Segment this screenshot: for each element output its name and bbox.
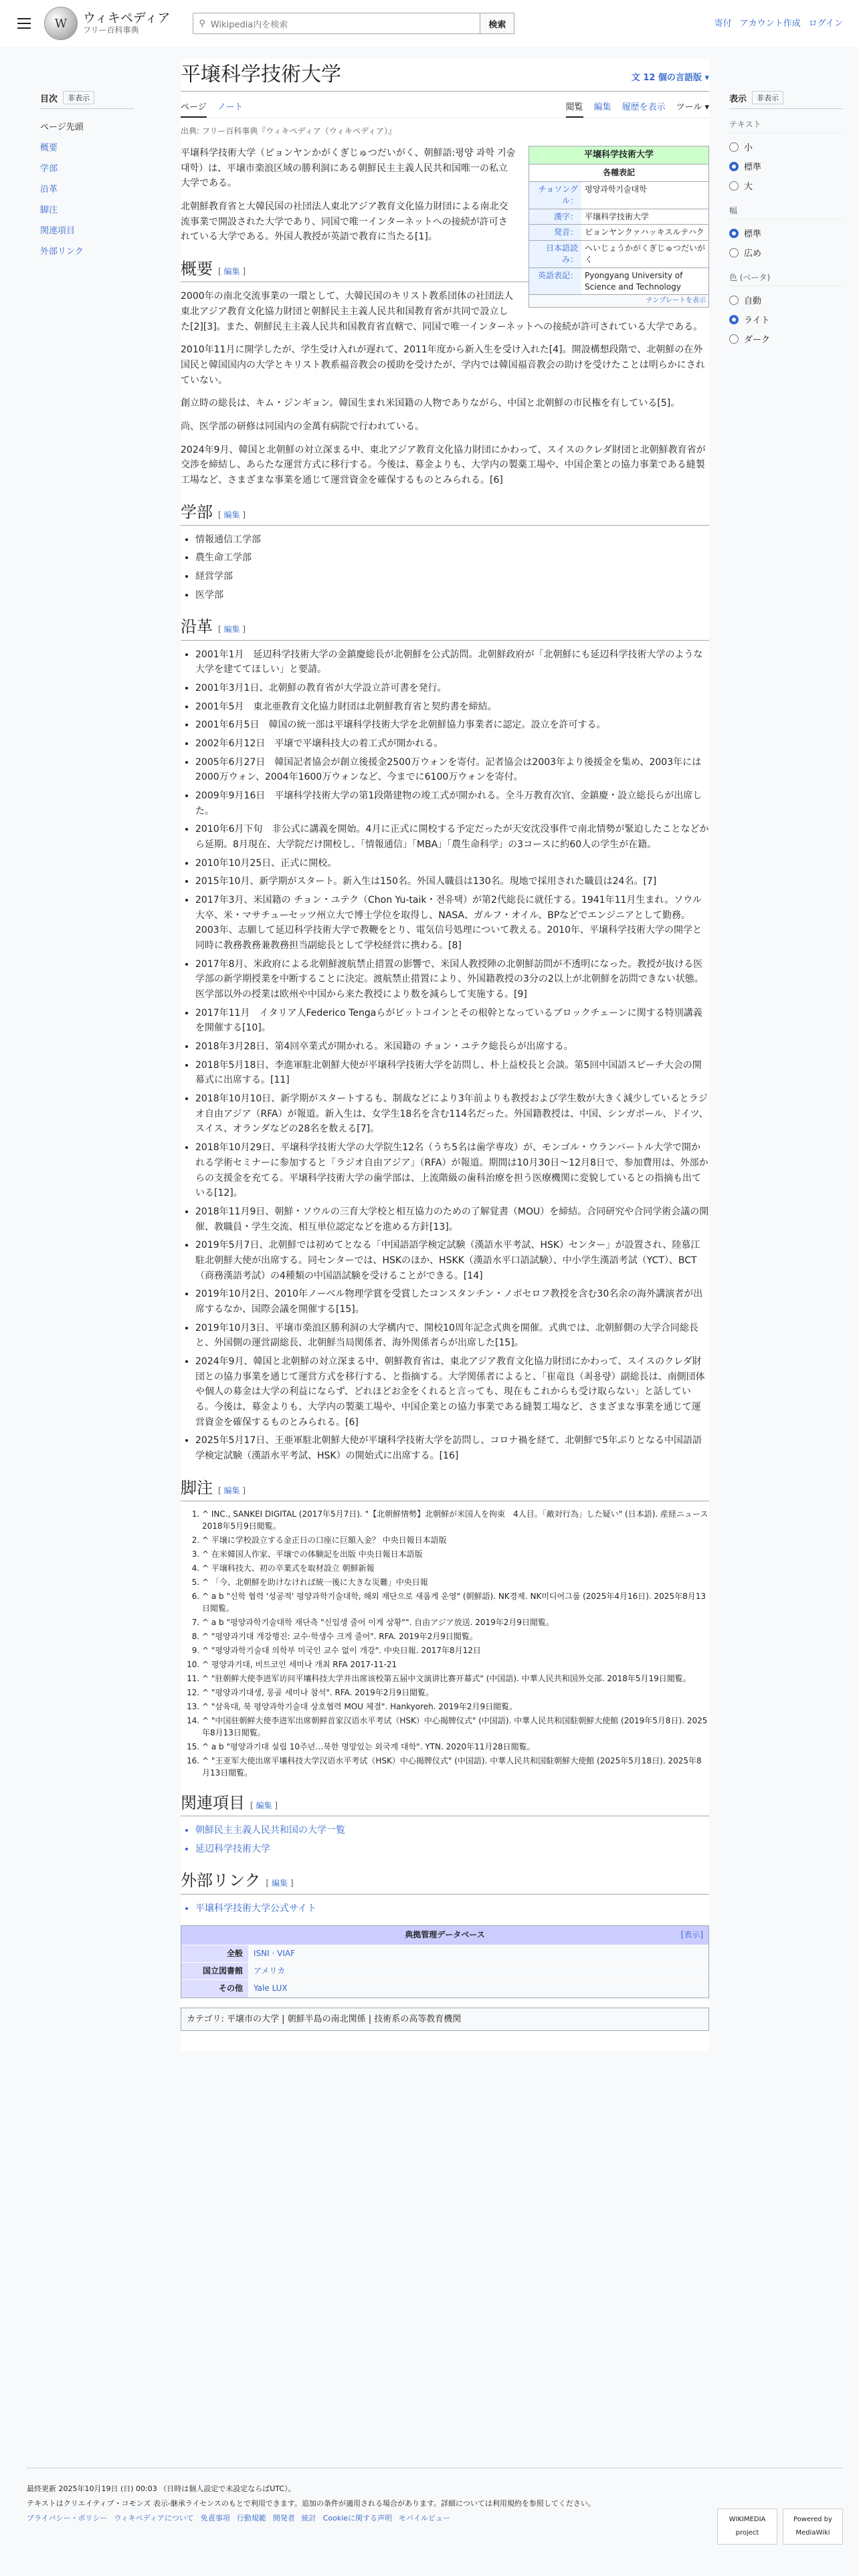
- infobox-row: 漢字： 平壌科学技術大学: [529, 209, 708, 225]
- list-item: • 2001年1月 延辺科学技術大学の金鎮慶総長が北朝鮮を公式訪問。北朝鮮政府が「北朝鮮にも延辺科学技術大学のような大学を建ててほしい」と要請。: [195, 647, 709, 677]
- list-item: • 2018年11月9日、朝鮮・ソウルの三育大学校と相互協力のための了解覚書（MOU）を締結。合同研究や合同学術会議の開催、教職員・学生交流、相互単位認定などを進める方針[13]。: [195, 1204, 709, 1235]
- list-item: • 2010年6月下旬 非公式に講義を開始。4月に正式に開校する予定だったが天安沈没事件で南北情勢が緊迫したことなどから延期。8月現在、大学院だけ開校し、「情報通信」「MBA」「農生命科学」の3コースに約60人の学生が在籍。: [195, 822, 709, 852]
- toc-sidebar: [40, 91, 134, 261]
- color-label: 色 (ベータ): [729, 272, 843, 286]
- paragraph: 2024年9月、韓国と北朝鮮の対立深まる中、東北アジア教育文化協力財団にかわって、スイスのクレダ財団と北朝鮮教育省が交渉を締結し、あらたな運営方式に移行する。今後は、募金よりも、大学内の製薬工場や、中国企業との協力事業である縫製工場など、さまざまな事業を通じて運営資金を確保するものとみられる。[6]: [181, 444, 706, 486]
- tab-history[interactable]: 履歴を表示: [622, 102, 666, 112]
- reference-item[interactable]: 16. ^ "王亚军大使出席平壤科技大学汉语水平考试（HSK）中心揭牌仪式" (中国語). 中華人民共和国駐朝鮮大使館 (2025年5月18日). 2025年8月13日閲覧。: [202, 1755, 709, 1779]
- login-link[interactable]: ログイン: [808, 19, 843, 29]
- toc-item[interactable]: 学部: [40, 164, 58, 174]
- toc-title: 目次: [40, 94, 58, 104]
- wikipedia-globe-icon: W: [44, 7, 78, 40]
- reference-item[interactable]: 12. ^ "평양과기대생, 몽골 세미나 참석". RFA. 2019年2月9日閲覧。: [202, 1687, 709, 1699]
- color-auto-option[interactable]: 自動: [729, 290, 843, 310]
- edit-link[interactable]: 編集: [272, 1879, 288, 1889]
- section-heading: 関連項目 [ 編集 ]: [181, 1794, 709, 1816]
- search-input[interactable]: ⚲ Wikipedia内を検索: [193, 13, 480, 34]
- site-title: ウィキペディア: [83, 11, 171, 26]
- reference-item[interactable]: 5. ^ 「今、北朝鮮を助けなければ統一後に大きな災難」中央日報: [202, 1576, 709, 1588]
- list-item: • 経営学部: [195, 569, 709, 584]
- list-item: • 2019年10月2日、2010年ノーベル物理学賞を受賞したコンスタンチン・ノボセロフ教授を含む30名余の海外講演者が出席するなか、国際会議を開催する[15]。: [195, 1287, 709, 1317]
- list-item: • 2001年6月5日 韓国の統一部は平壌科学技術大学を北朝鮮協力事業者に認定。設立を許可する。: [195, 718, 709, 733]
- toc-item[interactable]: 関連項目: [40, 226, 76, 236]
- list-item: • 2018年10月10日、新学期がスタートするも、制裁などにより3年前よりも教授および学生数が大きく減少しているとラジオ自由アジア（RFA）が報道。新入生は、女学生18名を含む114名だった。外国籍教授は、中国、シンガポール、ドイツ、スイス、オランダなどの28名を数える[7]。: [195, 1091, 709, 1137]
- edit-link[interactable]: 編集: [256, 1800, 272, 1810]
- toc-hide-button[interactable]: 非表示: [63, 91, 94, 104]
- intro-paragraph: 北朝鮮教育省と大韓民国の社団法人東北アジア教育文化協力財団による南北交流事業で開設された大学であり、同国で唯一インターネットへの接続が許可されている大学である。外国人教授が英語で教育に当たる[1]。: [181, 201, 508, 243]
- appearance-hide-button[interactable]: 非表示: [752, 91, 783, 104]
- reference-item[interactable]: 4. ^ 平壌科技大、初の卒業式を取材設立 朝鮮新報: [202, 1562, 709, 1574]
- donate-link[interactable]: 寄付: [714, 19, 732, 29]
- list-item: • 2001年5月 東北亜教育文化協力財団は北朝鮮教育省と契約書を締結。: [195, 700, 709, 715]
- external-links-list: [195, 1901, 709, 1917]
- references-list: [202, 1508, 709, 1779]
- text-size-label: テキスト: [729, 118, 843, 133]
- width-label: 幅: [729, 205, 843, 219]
- text-standard-option[interactable]: 標準: [729, 156, 843, 176]
- toc-item[interactable]: 沿革: [40, 185, 58, 195]
- toc-item[interactable]: 概要: [40, 143, 58, 153]
- list-item[interactable]: • 朝鮮民主主義人民共和国の大学一覧: [195, 1823, 709, 1838]
- search-form: [193, 13, 514, 34]
- reference-item[interactable]: 3. ^ 在米韓国人作家、平壌での体験記を出版 中央日報日本語版: [202, 1548, 709, 1560]
- list-item: • 2017年11月 イタリア人Federico Tengaらがビットコインとその根幹となっているブロックチェーンに関する特別講義を開催する[10]。: [195, 1006, 709, 1036]
- authority-row: 全般 ISNI · VIAF: [181, 1945, 708, 1962]
- list-item: • 2002年6月12日 平壌で平壌科技大の着工式が開かれる。: [195, 736, 709, 752]
- list-item: • 2015年10月、新学期がスタート。新入生は150名。外国人職員は130名。現地で採用された職員は24名。[7]: [195, 874, 709, 889]
- edit-link[interactable]: 編集: [223, 510, 240, 520]
- category-box[interactable]: カテゴリ: 平壌市の大学 | 朝鮮半島の南北関係 | 技術系の高等教育機関: [181, 2008, 709, 2031]
- last-updated: 最終更新 2025年10月19日 (日) 00:03 （日時は個人設定で未設定ならばUTC）。: [27, 2484, 296, 2493]
- list-item: • 2019年10月3日、平壌市楽浪区勝利洞の大学構内で、開校10周年記念式典を開催。式典では、北朝鮮側の大学合同総長と、外国側の運営副総長、北朝鮮当局関係者、海外関係者らが出席した[15]。: [195, 1321, 709, 1351]
- text-large-option[interactable]: 大: [729, 176, 843, 195]
- color-dark-option[interactable]: ダーク: [729, 329, 843, 348]
- tab-tools[interactable]: ツール ▾: [676, 102, 709, 112]
- main-content: [181, 59, 709, 2051]
- authority-toggle[interactable]: [表示]: [680, 1930, 703, 1940]
- language-button[interactable]: 文 12 個の言語版 ▾: [631, 73, 709, 83]
- related-list: [195, 1823, 709, 1856]
- toc-item[interactable]: 脚注: [40, 205, 58, 215]
- edit-link[interactable]: 編集: [223, 267, 240, 277]
- create-account-link[interactable]: アカウント作成: [739, 19, 801, 29]
- reference-item[interactable]: 14. ^ "中国驻朝鲜大使李进军出席朝鲜首家汉语水平考试（HSK）中心揭牌仪式" (中国語). 中華人民共和国駐朝鮮大使館 (2019年5月8日). 2025年8月13日閲覧。: [202, 1715, 709, 1739]
- template-link[interactable]: テンプレートを表示: [529, 294, 708, 307]
- section-heading: 外部リンク [ 編集 ]: [181, 1871, 709, 1894]
- infobox-row: チョソングル： 평양과학기술대학: [529, 181, 708, 209]
- list-item: • 2017年8月、米政府による北朝鮮渡航禁止措置の影響で、米国人教授陣の北朝鮮訪問が不透明になった。教授が抜ける医学部の新学期授業を中断することに決定。渡航禁止措置により、外国籍教授の3分の2以上が北朝鮮を訪問できない状態。医学部以外の授業は欧州や中国から来た教授により数を減らして実施する。[9]: [195, 957, 709, 1002]
- footer-link[interactable]: モバイルビュー: [399, 2514, 451, 2523]
- section-heading: 沿革 [ 編集 ]: [181, 617, 709, 640]
- reference-item[interactable]: 15. ^ a b "평양과기대 설립 10주년…북한 명망있는 외국계 대학". YTN. 2020年11月28日閲覧。: [202, 1741, 709, 1753]
- article-source: 出典: フリー百科事典『ウィキペディア（ウィキペディア）』: [181, 126, 397, 136]
- reference-item[interactable]: 13. ^ "삼육대, 북 평양과학기술대 상호협력 MOU 체결". Hankyoreh. 2019年2月9日閲覧。: [202, 1701, 709, 1713]
- intro-paragraph: 平壌科学技術大学（ピョンヤンかがくぎじゅつだいがく、朝鮮語:평양 과학 기술 대학）は、平壌市楽浪区域の勝利洞にある朝鮮民主主義人民共和国唯一の私立大学である。: [181, 148, 516, 189]
- mediawiki-badge[interactable]: Powered by MediaWiki: [783, 2508, 843, 2545]
- width-standard-option[interactable]: 標準: [729, 223, 843, 243]
- site-subtitle: フリー百科事典: [83, 25, 139, 35]
- page-title: 平壌科学技術大学: [181, 64, 341, 86]
- list-item: • 2019年5月7日、北朝鮮では初めてとなる「中国語語学検定試験（漢語水平考試、HSK）センター」が設置され、陸慕江駐北朝鮮大使が出席する。同センターでは、HSKのほか、HSKK（漢語水平口語試験）、中小学生漢語考試（YCT）、BCT（商務漢語考試）の4種類の中国語試験を受けることができる。[14]: [195, 1238, 709, 1283]
- section-heading: 学部 [ 編集 ]: [181, 503, 709, 526]
- toc-item[interactable]: ページ先頭: [40, 122, 84, 132]
- article-body: [181, 146, 709, 2031]
- search-icon: ⚲: [199, 18, 205, 29]
- page-tabs: [181, 97, 709, 118]
- infobox-subtitle: 各種表記: [529, 164, 708, 181]
- footer-link[interactable]: ウィキペディアについて: [114, 2514, 194, 2523]
- reference-item[interactable]: 8. ^ "평양과기대 개강행진: 교수·학생수 크게 줄어". RFA. 2019年2月9日閲覧。: [202, 1630, 709, 1642]
- history-list: [195, 647, 709, 1464]
- edit-link[interactable]: 編集: [223, 1485, 240, 1495]
- list-item: • 2018年10月29日、平壌科学技術大学の大学院生12名（うち5名は歯学専攻）が、モンゴル・ウランバートル大学で開かれる学術セミナーに参加すると「ラジオ自由アジア」（RFA）が報道。期間は10月30日～12月8日で、参加費用は、外部からの支援金を充てる。平壌科学技術大学の歯学部は、上流階級の歯科治療を担う医療機関に変貌しているとの指摘も出ている[12]。: [195, 1140, 709, 1201]
- menu-icon[interactable]: [11, 10, 37, 37]
- translate-icon: 文: [631, 73, 640, 83]
- reference-item[interactable]: 2. ^ 平壌に学校設立する金正日の口座に巨額入金？ 中央日報日本語版: [202, 1534, 709, 1546]
- list-item: • 2025年5月17日、王亜軍駐北朝鮮大使が平壌科学技術大学を訪問し、コロナ禍を経て、北朝鮮で5年ぶりとなる中国語語学検定試験（漢語水平考試、HSK）の開始式に出席する。[16]: [195, 1433, 709, 1463]
- list-item: • 農生命工学部: [195, 550, 709, 566]
- list-item: • 2018年3月28日、第4回卒業式が開かれる。米国籍の チョン・ユテク総長らが出席する。: [195, 1039, 709, 1055]
- license-text: テキストはクリエイティブ・コモンズ 表示-継承ライセンスのもとで利用できます。追加の条件が適用される場合があります。詳細については利用規約を参照してください。: [27, 2499, 595, 2508]
- reference-item[interactable]: 6. ^ a b "신학 협력 '성공적' 평양과학기술대학, 해외 재단으로 새롭게 운영" (朝鮮語). NK경제. NK미디어그룹 (2025年4月16日). 2025年8月13日閲覧。: [202, 1590, 709, 1614]
- reference-item[interactable]: 9. ^ "평양과학기술대 의학부 미국인 교수 없이 개강". 中央日報. 2017年8月12日: [202, 1644, 709, 1656]
- site-header: [0, 0, 859, 47]
- infobox-row: 英語表記： Pyongyang University of Science and Technology: [529, 267, 708, 294]
- list-item: • 医学部: [195, 588, 709, 603]
- faculty-list: [195, 532, 709, 603]
- appearance-title: 表示: [729, 94, 747, 104]
- section-heading: 概要 [ 編集 ]: [181, 259, 709, 282]
- footer-link[interactable]: 免責事項: [200, 2514, 230, 2523]
- footer-link[interactable]: Cookieに関する声明: [322, 2514, 393, 2523]
- reference-item[interactable]: 1. ^ INC., SANKEI DIGITAL (2017年5月7日). "【北朝鮮情勢】北朝鮮が米国人を拘束 4人目。「敵対行為」した疑い" (日本語). 産経ニュース 2018年5月9日閲覧。: [202, 1508, 709, 1532]
- page-footer: [27, 2468, 843, 2537]
- reference-item[interactable]: 11. ^ "驻朝鲜大使李进军访问平壤科技大学并出席该校第五届中文演讲比赛开幕式" (中国語). 中華人民共和国外交部. 2018年5月19日閲覧。: [202, 1673, 709, 1685]
- list-item[interactable]: • 延辺科学技術大学: [195, 1842, 709, 1857]
- authority-control: 典拠管理データベース [表示] 全般 ISNI · VIAF 国立図書館 アメリカ その他 Yale LUX: [181, 1925, 709, 1998]
- infobox-row: 日本語読み： へいじょうかがくぎじゅつだいがく: [529, 241, 708, 268]
- search-button[interactable]: 検索: [480, 13, 514, 34]
- footer-link[interactable]: 統計: [301, 2514, 316, 2523]
- text-small-option[interactable]: 小: [729, 137, 843, 156]
- infobox-title: 平壌科学技術大学: [529, 146, 708, 164]
- edit-link[interactable]: 編集: [223, 625, 240, 635]
- wikimedia-badge[interactable]: WIKIMEDIA project: [717, 2508, 777, 2545]
- tab-page[interactable]: ページ: [181, 97, 207, 118]
- list-item: • 情報通信工学部: [195, 532, 709, 548]
- authority-row: 国立図書館 アメリカ: [181, 1963, 708, 1980]
- appearance-sidebar: [729, 91, 843, 348]
- authority-row: その他 Yale LUX: [181, 1980, 708, 1998]
- tab-talk[interactable]: ノート: [217, 102, 244, 112]
- list-item: • 2010年10月25日、正式に開校。: [195, 856, 709, 871]
- list-item: • 2017年3月、米国籍の チョン・ユテク（Chon Yu-taik・전유택）が第2代総長に就任する。1941年11月生まれ。ソウル大卒、米・マサチューセッツ州立大で博士学位を取得し、NASA、ガルフ・オイル、BPなどでエンジニアとして勤務。2003年、志願して延辺科学技術大学で教鞭をとり、電気信号処理について教える。2010年、平壌科学技術大学の開学と同時に教務教務兼教務担当副総長として学校経営に携わる。[8]: [195, 893, 709, 954]
- section-heading: 脚注 [ 編集 ]: [181, 1479, 709, 1501]
- paragraph: 2000年の南北交流事業の一環として、大韓民国のキリスト教系団体の社団法人東北アジア教育文化協力財団と朝鮮民主主義人民共和国教育省が共同で設立した[2][3]。また、朝鮮民主主義人民共和国教育省直轄で、同国で唯一インターネットへの接続が許可されている大学である。: [181, 291, 703, 332]
- user-tools: [714, 16, 843, 29]
- list-item: • 2001年3月1日、北朝鮮の教育省が大学設立許可書を発行。: [195, 681, 709, 696]
- infobox: [529, 146, 709, 308]
- width-wide-option[interactable]: 広め: [729, 243, 843, 262]
- list-item[interactable]: • 平壌科学技術大学公式サイト: [195, 1901, 709, 1917]
- list-item: • 2018年5月18日、李進軍駐北朝鮮大使が平壌科学技術大学を訪問し、朴上益校長と会談。第5回中国語スピーチ大会の開幕式に出席する。[11]: [195, 1058, 709, 1088]
- list-item: • 2005年6月27日 韓国記者協会が創立後援金2500万ウォンを寄付。記者協会は2003年より後援金を集め、2003年には2000万ウォン、2004年1600万ウォンなど、今までに6100万ウォンを寄付。: [195, 755, 709, 785]
- paragraph: 創立時の総長は、キム・ジンギョン。韓国生まれ米国籍の人物でありながら、中国と北朝鮮の市民権を有している[5]。: [181, 398, 680, 409]
- paragraph: 尚、医学部の研修は同国内の金萬有病院で行われている。: [181, 421, 424, 432]
- footer-link[interactable]: 開発者: [272, 2514, 295, 2523]
- site-logo[interactable]: [44, 7, 170, 40]
- footer-link[interactable]: 行動規範: [236, 2514, 266, 2523]
- toc-item[interactable]: 外部リンク: [40, 247, 84, 257]
- infobox-row: 発音： ピョンヤンクァハッキスルテハク: [529, 225, 708, 241]
- tab-read[interactable]: 閲覧: [566, 97, 583, 118]
- color-light-option[interactable]: ライト: [729, 310, 843, 329]
- reference-item[interactable]: 10. ^ 평양과기대, 비트코인 세미나 개최 RFA 2017-11-21: [202, 1658, 709, 1671]
- footer-link[interactable]: プライバシー・ポリシー: [27, 2514, 108, 2523]
- list-item: • 2024年9月、韓国と北朝鮮の対立深まる中、朝鮮教育省は、東北アジア教育文化協力財団にかわって、スイスのクレダ財団との協力事業を通じて運営方式を移行する、と指摘する。大学関係者によると、「崔竜良（최용량）副総長は、南側団体や個人の募金は大学の利益にならず、どれほどお金をくれると言っても、現在もこれからも受け取らない」と話している。今後は、募金よりも、大学内の製薬工場や、中国企業との協力事業である縫製工場など、さまざまな事業を通じて運営資金を確保するものとみられる。[6]: [195, 1354, 709, 1430]
- paragraph: 2010年11月に開学したが、学生受け入れが遅れて、2011年度から新入生を受け入れた[4]。開設構想段階で、北朝鮮の在外国民と韓国国内の大学とキリスト教系福音教会の援助を受けたが、学内では韓国福音教会の助けを受けたことは明らかにされていない。: [181, 344, 705, 386]
- reference-item[interactable]: 7. ^ a b "평양과학기술대학 재단측 "신입생 줄어 이게 상황"". 自由アジア放送. 2019年2月9日閲覧。: [202, 1616, 709, 1628]
- list-item: • 2009年9月16日 平壌科学技術大学の第1段階建物の竣工式が開かれる。全斗万教育次官、金鎮慶・設立総長らが出席した。: [195, 788, 709, 819]
- tab-edit[interactable]: 編集: [593, 102, 611, 112]
